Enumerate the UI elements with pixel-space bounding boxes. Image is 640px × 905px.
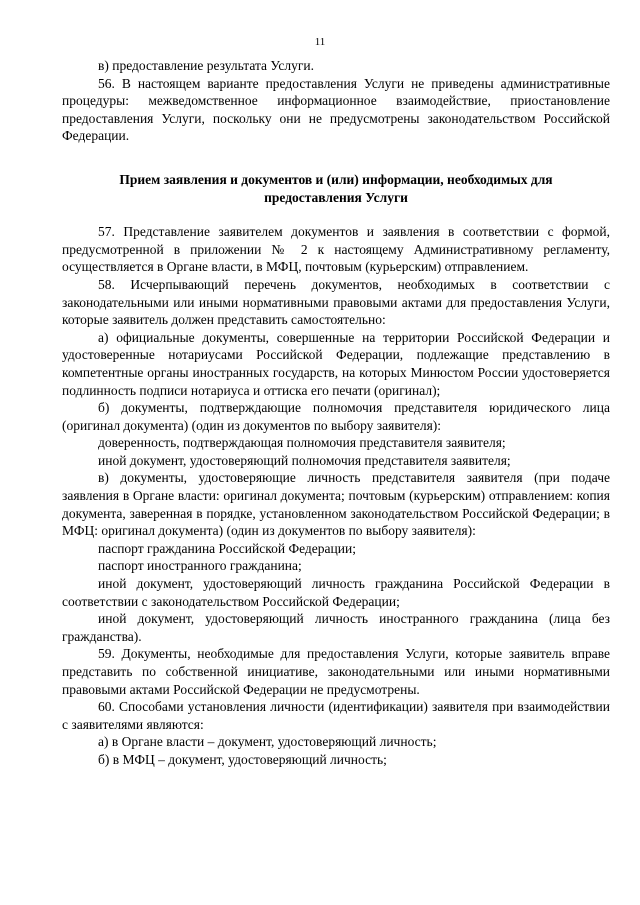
list-item: иной документ, удостоверяющий личность гражданина Российской Федерации в соответствии с законодательством Российской Федерации; xyxy=(62,576,610,609)
list-item: паспорт гражданина Российской Федерации; xyxy=(98,540,356,556)
section-heading: Прием заявления и документов и (или) информации, необходимых для предоставления Услуги xyxy=(119,171,553,205)
list-item: паспорт иностранного гражданина; xyxy=(98,558,302,574)
page-number: 11 xyxy=(314,36,326,48)
list-item: а) официальные документы, совершенные на территории Российской Федерации и удостоверенные нотариусами Российской Федерации, подлежащие представлению в компетентные органы иностранных государств, на которых Минюстом России удостоверяется подлинность подписи нотариуса и оттиска его печати (оригинал); xyxy=(62,329,610,398)
paragraph: в) предоставление результата Услуги. xyxy=(98,58,314,73)
paragraph: 56. В настоящем варианте предоставления Услуги не приведены административные процедуры: межведомственное информационное взаимодействие, приостановление предоставления Услуги, поскольку они не предусмотрены законодательством Российской Федерации. xyxy=(62,75,610,144)
list-item: доверенность, подтверждающая полномочия представителя заявителя; xyxy=(98,435,506,451)
document-body xyxy=(62,57,610,769)
list-item: а) в Органе власти – документ, удостоверяющий личность; xyxy=(98,734,437,750)
paragraph: 60. Способами установления личности (идентификации) заявителя при взаимодействии с заявителями являются: xyxy=(62,699,610,732)
paragraph: 59. Документы, необходимые для предоставления Услуги, которые заявитель вправе представить по собственной инициативе, законодательными или иными нормативными правовыми актами Российской Федерации не предусмотрены. xyxy=(62,646,610,697)
paragraph: 57. Представление заявителем документов и заявления в соответствии с формой, предусмотренной в приложении № 2 к настоящему Административному регламенту, осуществляется в Органе власти, в МФЦ, почтовым (курьерским) отправлением. xyxy=(62,224,610,275)
paragraph: 58. Исчерпывающий перечень документов, необходимых в соответствии с законодательными или иными нормативными правовыми актами для предоставления Услуги, которые заявитель должен представить самостоятельно: xyxy=(62,276,610,328)
list-item: иной документ, удостоверяющий полномочия представителя заявителя; xyxy=(98,452,511,468)
list-item: б) документы, подтверждающие полномочия представителя юридического лица (оригинал документа) (один из документов по выбору заявителя): xyxy=(62,400,610,433)
list-item: в) документы, удостоверяющие личность представителя заявителя (при подаче заявления в Органе власти: оригинал документа; почтовым (курьерским) отправлением: копия документа, заверенная в порядке, установленном законодательством Российской Федерации; в МФЦ: оригинал документа) (один из документов по выбору заявителя): xyxy=(62,470,610,539)
list-item: иной документ, удостоверяющий личность иностранного гражданина (лица без гражданства). xyxy=(62,611,610,644)
list-item: б) в МФЦ – документ, удостоверяющий личность; xyxy=(98,751,387,767)
